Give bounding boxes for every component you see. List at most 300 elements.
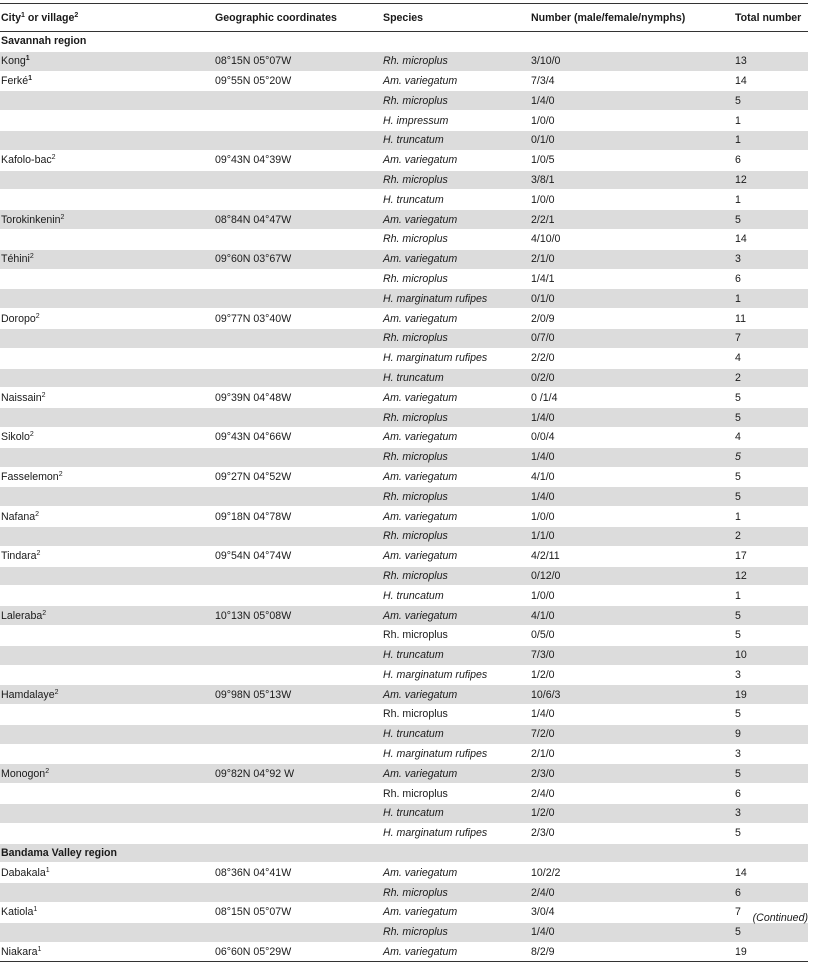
- cell-species: Rh. microplus: [383, 787, 448, 800]
- table-row: [0, 71, 808, 91]
- cell-number: 1/0/0: [531, 589, 555, 602]
- table-row: [0, 942, 808, 962]
- city-name: Tindara: [1, 550, 37, 563]
- table-row: [0, 51, 808, 71]
- cell-total: 3: [735, 748, 741, 761]
- table-row: [0, 566, 808, 586]
- table-row: [0, 883, 808, 903]
- cell-total: 5: [734, 764, 808, 784]
- cell-number: 0/5/0: [531, 629, 555, 642]
- cell-city: [0, 487, 214, 507]
- cell-total: 19: [735, 946, 747, 959]
- table-row: [0, 764, 808, 784]
- cell-number: 4/1/0: [531, 470, 555, 483]
- cell-coordinates: [214, 784, 382, 804]
- cell-city: [0, 883, 214, 903]
- cell-city: [0, 922, 214, 942]
- cell-number: 1/4/0: [530, 91, 734, 111]
- cell-total: 6: [735, 154, 741, 167]
- cell-total: 5: [734, 210, 808, 230]
- cell-species: Rh. microplus: [382, 51, 530, 71]
- cell-city: [0, 784, 214, 804]
- cell-total: 5: [735, 391, 741, 404]
- cell-species: Rh. microplus: [383, 272, 448, 285]
- cell-city: [0, 586, 214, 606]
- cell-species: Rh. microplus: [382, 328, 530, 348]
- table-row: [0, 784, 808, 804]
- cell-city: [0, 71, 214, 91]
- cell-species: Am. variegatum: [383, 906, 458, 919]
- cell-species: Am. variegatum: [383, 550, 458, 563]
- cell-coordinates: [214, 447, 382, 467]
- city-name: Téhini: [1, 253, 30, 266]
- city-name: Hamdalaye: [1, 688, 55, 701]
- cell-species: Rh. microplus: [382, 922, 530, 942]
- table-row: [0, 111, 808, 131]
- cell-city: [0, 309, 214, 329]
- city-footnote: 2: [51, 154, 56, 162]
- region-label: Savannah region: [1, 35, 87, 48]
- cell-coordinates: [214, 170, 382, 190]
- cell-city: [0, 269, 214, 289]
- city-footnote: 2: [35, 510, 40, 518]
- table-row: [0, 348, 808, 368]
- cell-coordinates: 09°54N 04°74W: [215, 550, 292, 563]
- cell-city: [0, 368, 214, 388]
- cell-total: 14: [735, 233, 747, 246]
- city-name: Ferké: [1, 74, 29, 87]
- cell-coordinates: 09°18N 04°78W: [215, 510, 292, 523]
- table-body: [0, 32, 808, 962]
- cell-species: H. truncatum: [382, 645, 530, 665]
- city-name: Laleraba: [1, 609, 43, 622]
- cell-number: 2/4/0: [531, 787, 555, 800]
- city-footnote: 2: [42, 609, 47, 617]
- cell-total: 13: [734, 51, 808, 71]
- cell-species: H. truncatum: [382, 368, 530, 388]
- cell-city: [0, 724, 214, 744]
- cell-number: 0/7/0: [530, 328, 734, 348]
- cell-coordinates: 09°55N 05°20W: [215, 74, 292, 87]
- city-name: Fasselemon: [1, 470, 59, 483]
- cell-city: [0, 328, 214, 348]
- cell-species: Am. variegatum: [382, 685, 530, 705]
- cell-city: [0, 91, 214, 111]
- city-footnote: 1: [45, 866, 50, 874]
- cell-number: 0 /1/4: [531, 391, 558, 404]
- cell-total: 17: [735, 550, 747, 563]
- city-footnote: 2: [41, 391, 46, 399]
- cell-species: Am. variegatum: [383, 470, 458, 483]
- cell-coordinates: [214, 91, 382, 111]
- city-footnote: 2: [58, 470, 63, 478]
- cell-number: 2/2/1: [530, 210, 734, 230]
- cell-total: 6: [735, 272, 741, 285]
- cell-city: [0, 645, 214, 665]
- cell-coordinates: 09°82N 04°92 W: [214, 764, 382, 784]
- cell-coordinates: [214, 526, 382, 546]
- cell-total: 5: [735, 827, 741, 840]
- cell-number: 3/8/1: [530, 170, 734, 190]
- cell-coordinates: [214, 408, 382, 428]
- cell-number: 1/0/5: [531, 154, 555, 167]
- cell-species: H. truncatum: [383, 193, 444, 206]
- table-row: [0, 606, 808, 626]
- cell-total: 4: [735, 352, 741, 365]
- cell-total: 5: [735, 470, 741, 483]
- cell-city: [0, 408, 214, 428]
- cell-number: 1/2/0: [530, 804, 734, 824]
- cell-total: 4: [735, 431, 741, 444]
- cell-species: Rh. microplus: [383, 629, 448, 642]
- cell-coordinates: [214, 645, 382, 665]
- cell-coordinates: [214, 665, 382, 685]
- city-name: Kong: [1, 55, 26, 68]
- cell-number: 7/3/4: [531, 74, 555, 87]
- cell-total: 5: [734, 487, 808, 507]
- cell-total: 7: [735, 906, 741, 919]
- cell-number: 2/1/0: [531, 748, 555, 761]
- cell-species: Am. variegatum: [383, 866, 458, 879]
- cell-city: [0, 170, 214, 190]
- region-row: [0, 32, 808, 52]
- cell-species: Rh. microplus: [382, 408, 530, 428]
- cell-total: 5: [734, 408, 808, 428]
- city-name: Kafolo-bac: [1, 154, 52, 167]
- header-total: Total number: [735, 11, 802, 24]
- table-row: [0, 526, 808, 546]
- cell-total: 7: [734, 328, 808, 348]
- cell-city: [0, 526, 214, 546]
- cell-total: 10: [734, 645, 808, 665]
- table-row: [0, 922, 808, 942]
- table-row: [0, 685, 808, 705]
- cell-coordinates: 09°39N 04°48W: [215, 391, 292, 404]
- cell-number: 4/1/0: [530, 606, 734, 626]
- cell-city: [0, 229, 214, 249]
- cell-species: Am. variegatum: [383, 510, 458, 523]
- table-row: [0, 130, 808, 150]
- table-row: [0, 289, 808, 309]
- cell-species: Rh. microplus: [382, 447, 530, 467]
- city-name: Katiola: [1, 906, 34, 919]
- cell-city: [0, 744, 214, 764]
- cell-coordinates: 09°98N 05°13W: [214, 685, 382, 705]
- cell-species: Am. variegatum: [382, 210, 530, 230]
- cell-total: 3: [735, 668, 741, 681]
- cell-city: [0, 289, 214, 309]
- cell-coordinates: [214, 111, 382, 131]
- cell-city: [0, 190, 214, 210]
- table-header: [0, 4, 808, 32]
- cell-species: Am. variegatum: [383, 391, 458, 404]
- cell-species: Am. variegatum: [382, 764, 530, 784]
- cell-species: Rh. microplus: [382, 91, 530, 111]
- cell-total: 5: [735, 629, 741, 642]
- city-footnote: 2: [60, 213, 65, 221]
- table-row: [0, 229, 808, 249]
- table-row: [0, 447, 808, 467]
- cell-number: 2/2/0: [531, 352, 555, 365]
- table-row: [0, 328, 808, 348]
- cell-city: [0, 507, 214, 527]
- cell-species: H. marginatum rufipes: [383, 748, 488, 761]
- cell-total: 14: [735, 866, 747, 879]
- cell-coordinates: 09°60N 03°67W: [214, 249, 382, 269]
- region-row: [0, 843, 808, 863]
- cell-coordinates: [214, 348, 382, 368]
- cell-total: 1: [735, 114, 741, 127]
- cell-species: H. truncatum: [383, 589, 444, 602]
- header-city-village: City$^1$ or village$^2$: [1, 11, 79, 24]
- region-label: Bandama Valley region: [0, 843, 808, 863]
- cell-number: 4/10/0: [531, 233, 561, 246]
- cell-city: [0, 447, 214, 467]
- cell-species: H. truncatum: [382, 804, 530, 824]
- cell-coordinates: 08°84N 04°47W: [214, 210, 382, 230]
- cell-city: [0, 51, 214, 71]
- cell-coordinates: [214, 566, 382, 586]
- cell-number: 7/3/0: [530, 645, 734, 665]
- city-footnote: 2: [29, 431, 34, 439]
- table-row: [0, 487, 808, 507]
- cell-total: 5: [734, 447, 808, 467]
- cell-number: 7/2/0: [530, 724, 734, 744]
- city-footnote: 1: [37, 946, 42, 954]
- cell-coordinates: [214, 922, 382, 942]
- cell-species: Am. variegatum: [382, 606, 530, 626]
- cell-coordinates: [214, 586, 382, 606]
- cell-total: 1: [734, 289, 808, 309]
- table-row: [0, 427, 808, 447]
- cell-city: [0, 685, 214, 705]
- cell-total: 12: [734, 170, 808, 190]
- cell-city: [0, 348, 214, 368]
- city-name: Torokinkenin: [1, 213, 61, 226]
- cell-number: 1/0/0: [531, 510, 555, 523]
- header-coordinates: Geographic coordinates: [215, 11, 337, 24]
- cell-number: 0/1/0: [530, 289, 734, 309]
- cell-number: 1/0/0: [531, 114, 555, 127]
- cell-coordinates: [214, 190, 382, 210]
- cell-coordinates: [214, 368, 382, 388]
- cell-coordinates: [214, 705, 382, 725]
- table-row: [0, 903, 808, 923]
- cell-species: Am. variegatum: [382, 249, 530, 269]
- cell-number: 2/3/0: [530, 764, 734, 784]
- cell-species: Rh. microplus: [382, 526, 530, 546]
- table-row: [0, 546, 808, 566]
- city-name: Niakara: [1, 946, 38, 959]
- cell-coordinates: 10°13N 05°08W: [214, 606, 382, 626]
- cell-city: [0, 625, 214, 645]
- tick-collection-table: [0, 3, 808, 962]
- cell-coordinates: [214, 229, 382, 249]
- cell-number: 1/1/0: [530, 526, 734, 546]
- continued-note: (Continued): [752, 912, 808, 924]
- cell-total: 14: [735, 74, 747, 87]
- cell-city: [0, 111, 214, 131]
- cell-coordinates: [214, 883, 382, 903]
- cell-total: 11: [735, 312, 746, 325]
- city-name: Monogon: [1, 767, 46, 780]
- cell-city: [0, 705, 214, 725]
- cell-city: [0, 903, 214, 923]
- cell-species: Am. variegatum: [383, 431, 458, 444]
- cell-city: [0, 427, 214, 447]
- cell-city: [0, 764, 214, 784]
- table-row: [0, 665, 808, 685]
- cell-number: 10/2/2: [531, 866, 561, 879]
- cell-species: Rh. microplus: [383, 708, 448, 721]
- cell-coordinates: [214, 328, 382, 348]
- cell-city: [0, 606, 214, 626]
- cell-city: [0, 942, 214, 962]
- cell-city: [0, 467, 214, 487]
- cell-species: H. impressum: [383, 114, 449, 127]
- cell-species: H. marginatum rufipes: [383, 352, 488, 365]
- table-row: [0, 744, 808, 764]
- cell-total: 5: [734, 91, 808, 111]
- cell-number: 1/4/0: [530, 487, 734, 507]
- table-row: [0, 388, 808, 408]
- cell-number: 2/4/0: [530, 883, 734, 903]
- city-footnote: 1: [28, 74, 32, 82]
- cell-species: H. marginatum rufipes: [383, 668, 488, 681]
- cell-species: Am. variegatum: [383, 74, 458, 87]
- table-row: [0, 724, 808, 744]
- table-row: [0, 309, 808, 329]
- table-row: [0, 170, 808, 190]
- city-footnote: 2: [54, 688, 59, 696]
- cell-number: 1/4/0: [530, 447, 734, 467]
- table-row: [0, 863, 808, 883]
- cell-number: 1/4/0: [530, 922, 734, 942]
- cell-total: 6: [734, 883, 808, 903]
- cell-coordinates: [214, 625, 382, 645]
- cell-total: 9: [734, 724, 808, 744]
- city-name: Nafana: [1, 510, 36, 523]
- cell-species: H. truncatum: [382, 724, 530, 744]
- table-row: [0, 249, 808, 269]
- cell-number: 1/4/0: [531, 708, 555, 721]
- cell-species: Am. variegatum: [383, 312, 458, 325]
- cell-number: 8/2/9: [531, 946, 555, 959]
- cell-coordinates: [214, 487, 382, 507]
- table-row: [0, 705, 808, 725]
- table-row: [0, 625, 808, 645]
- cell-species: Rh. microplus: [382, 566, 530, 586]
- city-name: Dabakala: [1, 866, 46, 879]
- table-row: [0, 467, 808, 487]
- table-row: [0, 150, 808, 170]
- table-row: [0, 507, 808, 527]
- cell-coordinates: [214, 289, 382, 309]
- table-row: [0, 269, 808, 289]
- cell-city: [0, 546, 214, 566]
- cell-city: [0, 388, 214, 408]
- cell-total: 3: [734, 249, 808, 269]
- table-row: [0, 586, 808, 606]
- cell-coordinates: 09°77N 03°40W: [215, 312, 292, 325]
- cell-species: H. marginatum rufipes: [383, 827, 488, 840]
- cell-number: 1/2/0: [531, 668, 555, 681]
- cell-city: [0, 566, 214, 586]
- cell-species: Rh. microplus: [382, 883, 530, 903]
- cell-species: H. marginatum rufipes: [382, 289, 530, 309]
- cell-total: 1: [735, 510, 741, 523]
- cell-number: 0/2/0: [530, 368, 734, 388]
- cell-total: 1: [734, 130, 808, 150]
- header-number: Number (male/female/nymphs): [531, 11, 686, 24]
- cell-number: 0/0/4: [531, 431, 555, 444]
- cell-coordinates: [214, 804, 382, 824]
- city-footnote: 1: [25, 55, 30, 63]
- cell-city: [0, 665, 214, 685]
- cell-species: Rh. microplus: [382, 170, 530, 190]
- cell-total: 6: [735, 787, 741, 800]
- cell-number: 3/0/4: [531, 906, 555, 919]
- header-species: Species: [383, 11, 424, 24]
- cell-number: 10/6/3: [530, 685, 734, 705]
- cell-total: 5: [735, 708, 741, 721]
- cell-total: 2: [734, 368, 808, 388]
- cell-coordinates: [214, 744, 382, 764]
- cell-city: [0, 249, 214, 269]
- cell-city: [0, 823, 214, 843]
- table-row: [0, 210, 808, 230]
- cell-total: 5: [734, 606, 808, 626]
- cell-number: 3/10/0: [530, 51, 734, 71]
- cell-total: 3: [734, 804, 808, 824]
- cell-species: Rh. microplus: [382, 487, 530, 507]
- cell-number: 0/12/0: [530, 566, 734, 586]
- cell-coordinates: 08°15N 05°07W: [214, 51, 382, 71]
- cell-total: 5: [734, 922, 808, 942]
- cell-coordinates: 09°27N 04°52W: [215, 470, 292, 483]
- cell-species: Am. variegatum: [383, 154, 458, 167]
- table-row: [0, 645, 808, 665]
- cell-number: 1/0/0: [531, 193, 555, 206]
- table-row: [0, 823, 808, 843]
- city-footnote: 2: [45, 767, 50, 775]
- cell-city: [0, 150, 214, 170]
- cell-city: [0, 130, 214, 150]
- cell-total: 12: [734, 566, 808, 586]
- cell-number: 2/1/0: [530, 249, 734, 269]
- table-row: [0, 408, 808, 428]
- city-footnote: 1: [33, 906, 38, 914]
- table-row: [0, 804, 808, 824]
- cell-coordinates: 09°43N 04°66W: [215, 431, 292, 444]
- table-row: [0, 368, 808, 388]
- cell-total: 1: [735, 589, 741, 602]
- cell-coordinates: 09°43N 04°39W: [215, 154, 292, 167]
- cell-coordinates: [214, 130, 382, 150]
- city-footnote: 2: [36, 550, 41, 558]
- cell-coordinates: 08°15N 05°07W: [215, 906, 292, 919]
- city-name: Sikolo: [1, 431, 30, 444]
- cell-coordinates: [214, 823, 382, 843]
- city-name: Naissain: [1, 391, 42, 404]
- cell-number: 2/0/9: [531, 312, 555, 325]
- cell-total: 19: [734, 685, 808, 705]
- cell-coordinates: 06°60N 05°29W: [215, 946, 292, 959]
- cell-number: 0/1/0: [530, 130, 734, 150]
- cell-number: 4/2/11: [531, 550, 560, 563]
- cell-total: 1: [735, 193, 741, 206]
- cell-coordinates: [214, 269, 382, 289]
